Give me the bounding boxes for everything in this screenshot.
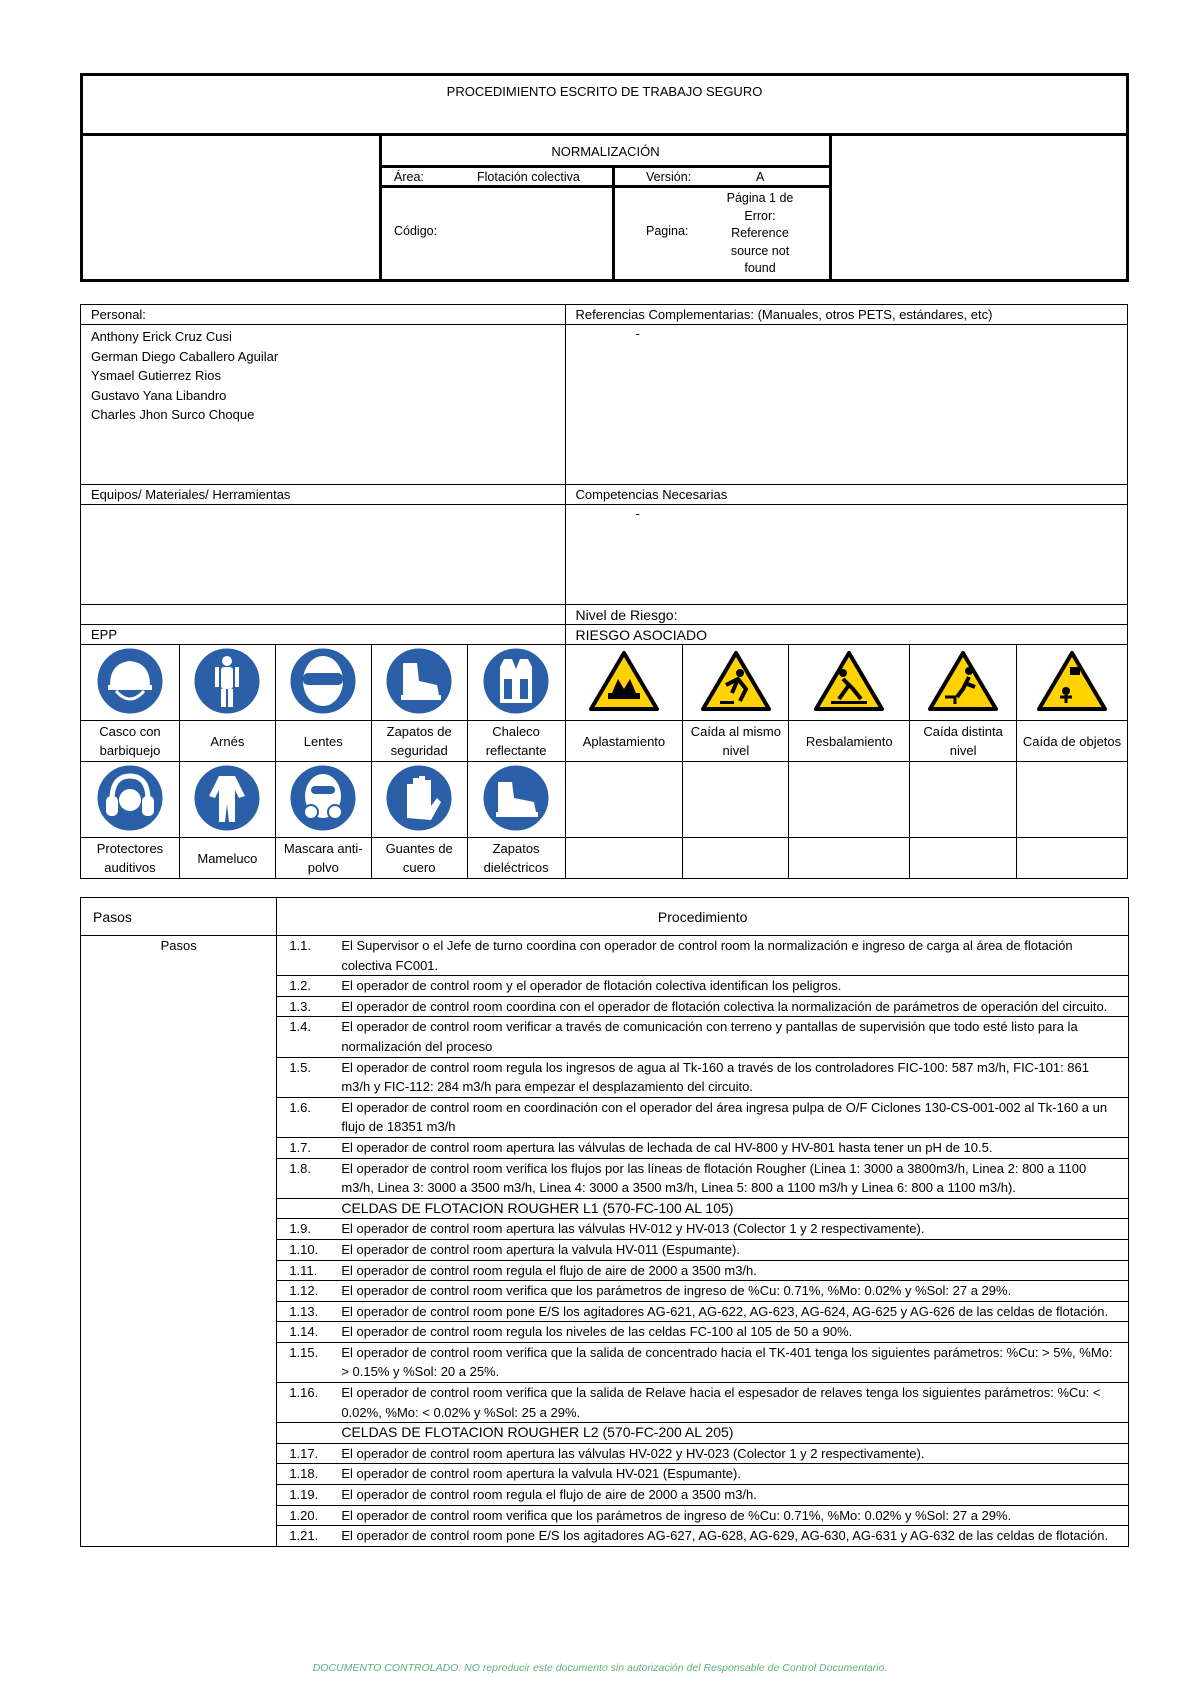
area-version-row — [382, 168, 829, 188]
step-number: 1.5. — [289, 1059, 312, 1075]
step-number: 1.1. — [289, 938, 312, 953]
personal-item: Anthony Erick Cruz Cusi — [91, 329, 232, 344]
step-text: El operador de control room verifica los flujos por las líneas de flotación Rougher (Linea 1: 3000 a 3800m3/h, Linea 2: 800 a 1100 m3/h, Linea 3: 3000 a 3500 m3/h, Linea 4: 3000 a 3500 m3/h, Linea 5: 800 a 1100 m3/h y Linea 6: 800 a 1100 m3/h). — [341, 1160, 1087, 1196]
slip-warning-icon — [813, 649, 885, 713]
procedure-step-cell — [277, 1443, 1129, 1464]
riesgo-label: RIESGO ASOCIADO — [565, 625, 1127, 645]
risk-cell — [565, 645, 683, 721]
epp-label-cell: Arnés — [179, 721, 275, 762]
header-info-block — [379, 133, 832, 279]
risk-cell — [910, 645, 1017, 721]
epp-risk-table — [80, 644, 1128, 879]
procedure-step-cell — [277, 1017, 1129, 1057]
risk-label-cell: Caída distinta nivel — [910, 721, 1017, 762]
risk-label-cell: Resbalamiento — [789, 721, 910, 762]
risk-empty-cell — [565, 838, 683, 879]
procedure-table — [80, 897, 1129, 1547]
nivel-riesgo-spacer — [81, 605, 566, 625]
procedure-step-cell — [277, 976, 1129, 997]
epp-label-cell: Guantes de cuero — [371, 838, 467, 879]
procedure-step-cell — [277, 1281, 1129, 1302]
epp-cell — [467, 645, 565, 721]
step-text: El operador de control room regula el flujo de aire de 2000 a 3500 m3/h. — [341, 1487, 757, 1503]
step-number: 1.3. — [289, 998, 312, 1014]
epp-cell — [275, 762, 371, 838]
step-text: El operador de control room verifica que la salida de Relave hacia el espesador de relaves tenga los siguientes parámetros: %Cu: < 0.02%, %Mo: < 0.02% y %Sol: 25 a 29%. — [341, 1385, 1101, 1420]
footer-notice: DOCUMENTO CONTROLADO: NO reproducir este documento sin autorización del Responsable de Control Documentario. — [312, 1662, 888, 1674]
harness-icon — [191, 645, 263, 717]
epp-label-cell: Casco con barbiquejo — [81, 721, 180, 762]
version-label: Versión: — [646, 170, 692, 184]
goggles-icon — [287, 645, 359, 717]
procedure-step-cell — [277, 1526, 1129, 1547]
document-title: PROCEDIMIENTO ESCRITO DE TRABAJO SEGURO — [83, 76, 1126, 136]
procedure-step-cell — [277, 1198, 1129, 1219]
epp-cell — [275, 645, 371, 721]
procedure-step-cell — [277, 1158, 1129, 1198]
dust-mask-icon — [287, 762, 359, 834]
epp-cell — [81, 762, 180, 838]
step-text: El operador de control room pone E/S los agitadores AG-621, AG-622, AG-623, AG-624, AG-625 y AG-626 de las celdas de flotación. — [341, 1303, 1109, 1319]
step-number: 1.21. — [289, 1528, 319, 1544]
epp-label-cell: Zapatos de seguridad — [371, 721, 467, 762]
equipos-label: Equipos/ Materiales/ Herramientas — [81, 485, 566, 505]
step-number: 1.20. — [289, 1507, 319, 1523]
step-number: 1.7. — [289, 1139, 312, 1155]
risk-empty-cell — [910, 762, 1017, 838]
epp-cell — [81, 645, 180, 721]
document-header — [80, 73, 1129, 282]
procedure-step-cell — [277, 1485, 1129, 1506]
step-text: El operador de control room pone E/S los agitadores AG-627, AG-628, AG-629, AG-630, AG-631 y AG-632 de las celdas de flotación. — [341, 1528, 1109, 1544]
helmet-icon — [94, 645, 166, 717]
epp-label-cell: Chaleco reflectante — [467, 721, 565, 762]
step-text: El operador de control room en coordinación con el operador del área ingresa pulpa de O/F Ciclones 130-CS-001-002 al Tk-160 a un flujo de 18351 m3/h — [341, 1099, 1108, 1135]
risk-cell — [1017, 645, 1128, 721]
procedure-step-cell — [277, 1383, 1129, 1423]
procedure-step-cell — [277, 1097, 1129, 1137]
epp-cell — [179, 762, 275, 838]
step-number: 1.19. — [289, 1487, 319, 1503]
pasos-header: Pasos — [81, 898, 277, 936]
step-number: 1.13. — [289, 1303, 319, 1319]
procedure-step-cell — [277, 1137, 1129, 1158]
step-number: 1.18. — [289, 1466, 319, 1482]
step-text: El operador de control room apertura la valvula HV-011 (Espumante). — [341, 1241, 740, 1257]
risk-empty-cell — [910, 838, 1017, 879]
step-text: El operador de control room regula los ingresos de agua al Tk-160 a través de los controladores FIC-100: 587 m3/h, FIC-101: 861 m3/h y FIC-112: 284 m3/h para empezar el desplazamiento del circuito. — [341, 1059, 1089, 1095]
step-number: 1.10. — [289, 1241, 319, 1257]
risk-empty-cell — [683, 838, 789, 879]
pasos-cell: Pasos — [81, 936, 277, 1547]
step-text: El Supervisor o el Jefe de turno coordina con operador de control room la normalización e ingreso de carga al área de flotación colectiva FC001. — [341, 938, 1073, 973]
risk-empty-cell — [1017, 762, 1128, 838]
codigo-pagina-row — [382, 188, 829, 279]
step-number: 1.6. — [289, 1099, 312, 1115]
step-text: El operador de control room y el operador de flotación colectiva identifican los peligros. — [341, 978, 842, 994]
risk-cell — [789, 645, 910, 721]
risk-empty-cell — [565, 762, 683, 838]
area-label: Área: — [394, 170, 424, 184]
risk-empty-cell — [683, 762, 789, 838]
step-number: 1.16. — [289, 1385, 319, 1401]
step-number: 1.15. — [289, 1344, 319, 1360]
procedure-step-cell — [277, 1322, 1129, 1343]
procedure-step-cell — [277, 1423, 1129, 1444]
section-title: NORMALIZACIÓN — [382, 133, 829, 168]
epp-label: EPP — [81, 625, 566, 645]
pagina-label: Pagina: — [646, 224, 689, 238]
risk-empty-cell — [1017, 838, 1128, 879]
glove-icon — [383, 762, 455, 834]
procedure-body — [81, 936, 1129, 1547]
referencias-value: - — [565, 325, 1127, 485]
step-text: El operador de control room regula los niveles de las celdas FC-100 al 105 de 50 a 90%. — [341, 1324, 853, 1340]
procedimiento-header: Procedimiento — [277, 898, 1129, 936]
risk-empty-cell — [789, 762, 910, 838]
ear-protection-icon — [94, 762, 166, 834]
competencias-value: - — [565, 505, 1127, 605]
procedure-step-cell — [277, 1301, 1129, 1322]
personal-list — [81, 325, 566, 485]
risk-label-cell: Aplastamiento — [565, 721, 683, 762]
epp-cell — [371, 645, 467, 721]
risk-cell — [683, 645, 789, 721]
procedure-step-cell — [277, 1239, 1129, 1260]
area-value: Flotación colectiva — [477, 170, 580, 184]
step-text: El operador de control room verificar a través de comunicación con terreno y pantallas de supervisión que todo esté listo para la normalización del proceso — [341, 1019, 1078, 1054]
epp-label-cell: Lentes — [275, 721, 371, 762]
step-number: 1.14. — [289, 1324, 319, 1340]
personal-item: Charles Jhon Surco Choque — [91, 407, 255, 423]
procedure-step-cell — [277, 1342, 1129, 1382]
step-text: El operador de control room coordina con el operador de flotación colectiva la normalización de parámetros de operación del circuito. — [341, 998, 1108, 1014]
epp-label-cell: Mameluco — [179, 838, 275, 879]
procedure-step-cell — [277, 1057, 1129, 1097]
version-value: A — [756, 170, 765, 184]
step-number: 1.12. — [289, 1283, 319, 1299]
epp-cell — [179, 645, 275, 721]
procedure-step-cell — [277, 936, 1129, 976]
personal-item: Gustavo Yana Libandro — [91, 387, 227, 403]
fall-warning-icon — [927, 649, 999, 713]
equipos-value — [81, 505, 566, 605]
crush-warning-icon — [588, 649, 660, 713]
step-number: 1.17. — [289, 1445, 319, 1461]
competencias-label: Competencias Necesarias — [565, 485, 1127, 505]
procedure-step-cell — [277, 1219, 1129, 1240]
step-number: 1.8. — [289, 1160, 312, 1176]
step-number: 1.2. — [289, 978, 312, 994]
coverall-icon — [191, 762, 263, 834]
vest-icon — [480, 645, 552, 717]
procedure-step-cell — [277, 1505, 1129, 1526]
falling-objects-warning-icon — [1036, 649, 1108, 713]
procedure-step-cell — [277, 1260, 1129, 1281]
pagina-value: Página 1 de Error: Reference source not found — [726, 191, 794, 275]
personal-item: German Diego Caballero Aguilar — [91, 348, 279, 364]
step-text: El operador de control room verifica que la salida de concentrado hacia el TK-401 tenga los siguientes parámetros: %Cu: > 5%, %Mo: > 0.15% y %Sol: 20 a 25%. — [341, 1344, 1113, 1380]
step-number: 1.11. — [289, 1262, 318, 1278]
nivel-riesgo-label: Nivel de Riesgo: — [565, 605, 1127, 625]
step-text: El operador de control room verifica que los parámetros de ingreso de %Cu: 0.71%, %Mo: 0.02% y %Sol: 27 a 29%. — [341, 1507, 1012, 1523]
personal-label: Personal: — [81, 305, 566, 325]
procedure-step-cell — [277, 1464, 1129, 1485]
step-text: El operador de control room regula el flujo de aire de 2000 a 3500 m3/h. — [341, 1262, 757, 1278]
step-number: 1.9. — [289, 1221, 312, 1237]
step-text: El operador de control room verifica que los parámetros de ingreso de %Cu: 0.71%, %Mo: 0.02% y %Sol: 27 a 29%. — [341, 1283, 1012, 1299]
codigo-label: Código: — [394, 224, 438, 238]
trip-warning-icon — [700, 649, 772, 713]
procedure-step-row — [81, 936, 1129, 976]
risk-label-cell: Caída de objetos — [1017, 721, 1128, 762]
section-heading: CELDAS DE FLOTACION ROUGHER L1 (570-FC-100 AL 105) — [341, 1199, 734, 1216]
safety-boot-icon — [383, 645, 455, 717]
step-text: El operador de control room apertura las válvulas HV-012 y HV-013 (Colector 1 y 2 respectivamente). — [341, 1221, 925, 1237]
risk-label-cell: Caída al mismo nivel — [683, 721, 789, 762]
risk-empty-cell — [789, 838, 910, 879]
epp-label-cell: Protectores auditivos — [81, 838, 180, 879]
procedure-step-cell — [277, 996, 1129, 1017]
step-number: 1.4. — [289, 1019, 312, 1035]
step-text: El operador de control room apertura las válvulas de lechada de cal HV-800 y HV-801 hasta tener un pH de 10.5. — [341, 1139, 993, 1155]
epp-cell — [371, 762, 467, 838]
step-text: El operador de control room apertura las válvulas HV-022 y HV-023 (Colector 1 y 2 respectivamente). — [341, 1445, 925, 1461]
step-text: El operador de control room apertura la valvula HV-021 (Espumante). — [341, 1466, 741, 1482]
epp-label-cell: Mascara anti-polvo — [275, 838, 371, 879]
section-heading: CELDAS DE FLOTACION ROUGHER L2 (570-FC-200 AL 205) — [341, 1424, 734, 1441]
referencias-label: Referencias Complementarias: (Manuales, otros PETS, estándares, etc) — [565, 305, 1127, 325]
dielectric-boot-icon — [480, 762, 552, 834]
epp-label-cell: Zapatos dieléctricos — [467, 838, 565, 879]
personal-item: Ysmael Gutierrez Rios — [91, 368, 222, 384]
epp-cell — [467, 762, 565, 838]
info-table — [80, 304, 1128, 645]
